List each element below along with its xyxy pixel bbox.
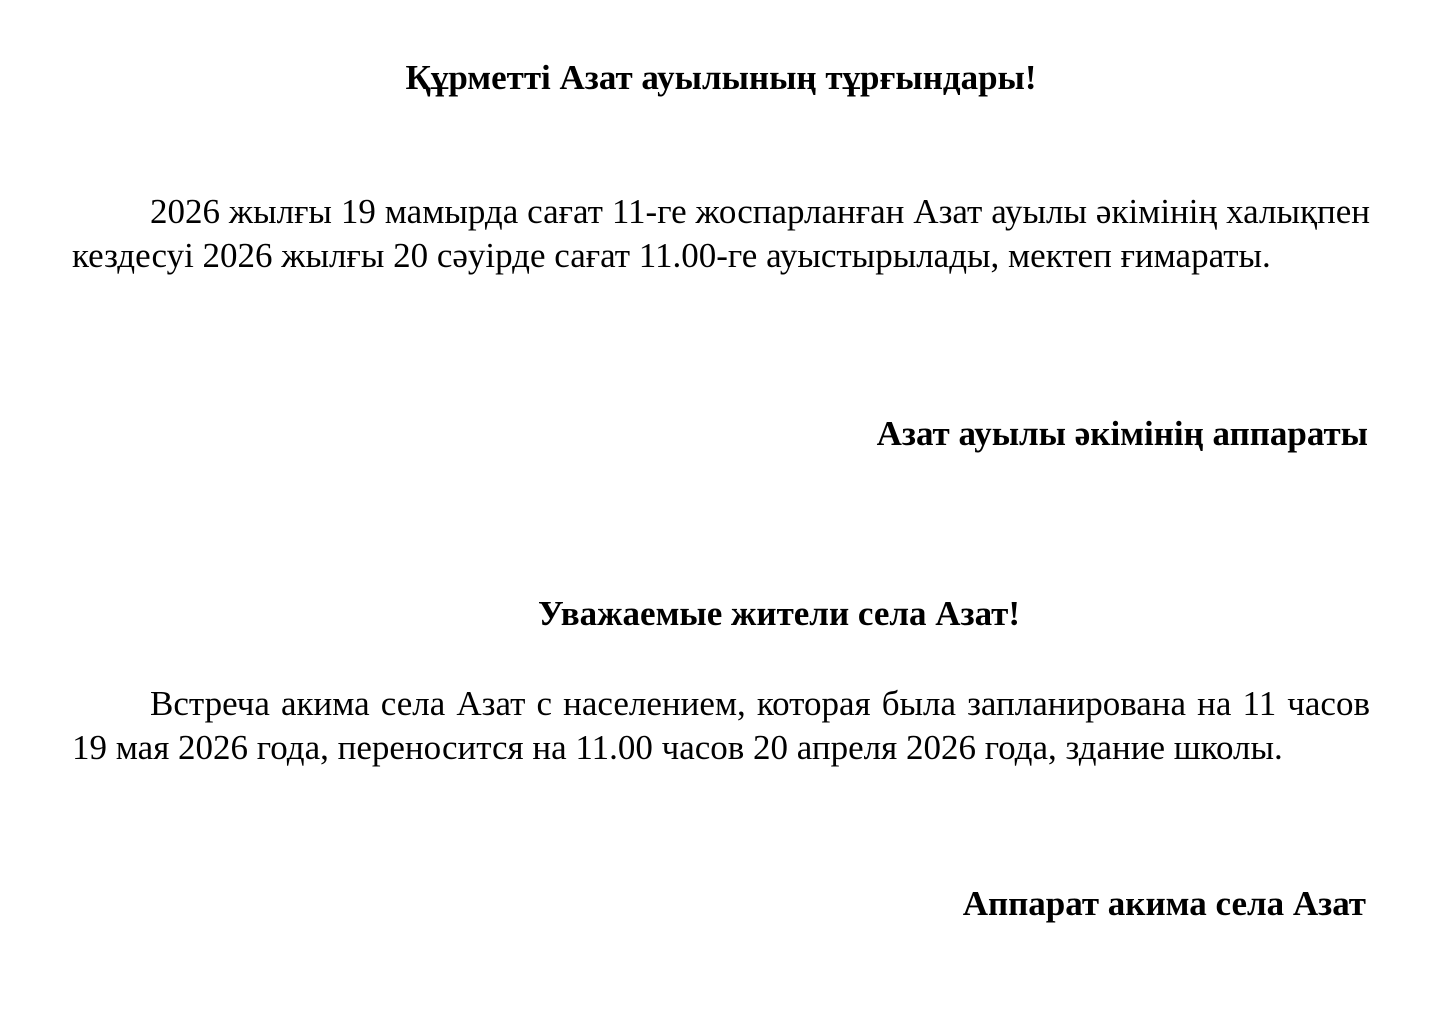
- russian-signature: Аппарат акима села Азат: [962, 884, 1366, 923]
- kazakh-signature: Азат ауылы әкімінің аппараты: [876, 414, 1368, 453]
- russian-body-paragraph: Встреча акима села Азат с населением, которая была запланирована на 11 часов 19 мая 2026 года, переносится на 11.00 часов 20 апреля 2026 года, здание школы.: [72, 684, 1370, 767]
- kazakh-body-paragraph: 2026 жылғы 19 мамырда сағат 11-ге жоспарланған Азат ауылы әкімінің халықпен кездесуі 2026 жылғы 20 сәуірде сағат 11.00-ге ауыстырылады, мектеп ғимараты.: [72, 192, 1370, 275]
- kazakh-heading: Құрметті Азат ауылының тұрғындары!: [405, 58, 1037, 97]
- russian-heading: Уважаемые жители села Азат!: [537, 594, 1021, 633]
